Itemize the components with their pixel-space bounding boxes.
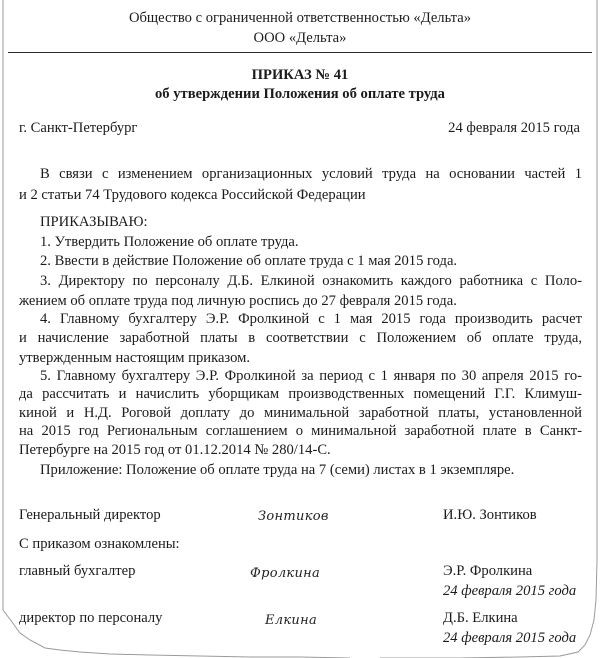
director-signature: Зонтиков <box>258 509 329 524</box>
body-line: и начисление заработной платы в соответствии с Положением об оплате труда, <box>19 330 582 346</box>
body-line: на 2015 год Региональным соглашением о минимальной заработной плате в Санкт- <box>19 423 582 439</box>
header-divider <box>8 52 592 53</box>
order-item: 2. Ввести в действие Положение об оплате труда с 1 мая 2015 года. <box>40 253 458 269</box>
hr-name: Д.Б. Елкина <box>443 610 518 626</box>
accountant-signature: Фролкина <box>250 566 321 581</box>
body-line: киной и Н.Д. Роговой доплату до минимальной заработной платы, установленной <box>19 405 582 421</box>
organization-short-name: ООО «Дельта» <box>253 30 347 46</box>
body-line: и 2 статьи 74 Трудового кодекса Российской Федерации <box>19 187 366 203</box>
order-item: 5. Главному бухгалтеру Э.Р. Фролкиной за период с 1 января по 30 апреля 2015 го- <box>40 368 582 384</box>
attachment-note: Приложение: Положение об оплате труда на 7 (семи) листах в 1 экземпляре. <box>40 462 515 478</box>
hr-title: директор по персоналу <box>19 610 163 626</box>
director-title: Генеральный директор <box>19 507 161 523</box>
order-number: ПРИКАЗ № 41 <box>251 67 349 83</box>
hr-signature: Елкина <box>265 613 318 628</box>
accountant-date: 24 февраля 2015 года <box>443 583 577 599</box>
body-line: Петербурге на 2015 год от 01.12.2014 № 280/14-С. <box>19 442 331 458</box>
organization-full-name: Общество с ограниченной ответственностью «Дельта» <box>128 10 472 26</box>
director-name: И.Ю. Зонтиков <box>443 507 537 523</box>
body-line: В связи с изменением организационных условий труда на основании частей 1 <box>40 166 582 182</box>
body-line: да рассчитать и начислить уборщикам производственных помещений Г.Г. Климуш- <box>19 386 582 402</box>
order-subject: об утверждении Положения об оплате труда <box>155 86 445 102</box>
order-item: 4. Главному бухгалтеру Э.Р. Фролкиной с 1 мая 2015 года производить расчет <box>40 311 582 327</box>
acquainted-label: С приказом ознакомлены: <box>19 536 180 552</box>
order-directive: ПРИКАЗЫВАЮ: <box>40 214 148 230</box>
accountant-name: Э.Р. Фролкина <box>443 563 533 579</box>
body-line: утвержденным настоящим приказом. <box>19 350 251 366</box>
order-place: г. Санкт-Петербург <box>19 120 138 136</box>
order-date: 24 февраля 2015 года <box>448 120 580 136</box>
order-item: 1. Утвердить Положение об оплате труда. <box>40 234 299 250</box>
accountant-title: главный бухгалтер <box>19 563 136 579</box>
order-item: 3. Директору по персоналу Д.Б. Елкиной ознакомить каждого работника с Поло- <box>40 273 582 289</box>
hr-date: 24 февраля 2015 года <box>443 630 577 646</box>
body-line: жением об оплате труда под личную роспись до 27 февраля 2015 года. <box>19 293 457 309</box>
